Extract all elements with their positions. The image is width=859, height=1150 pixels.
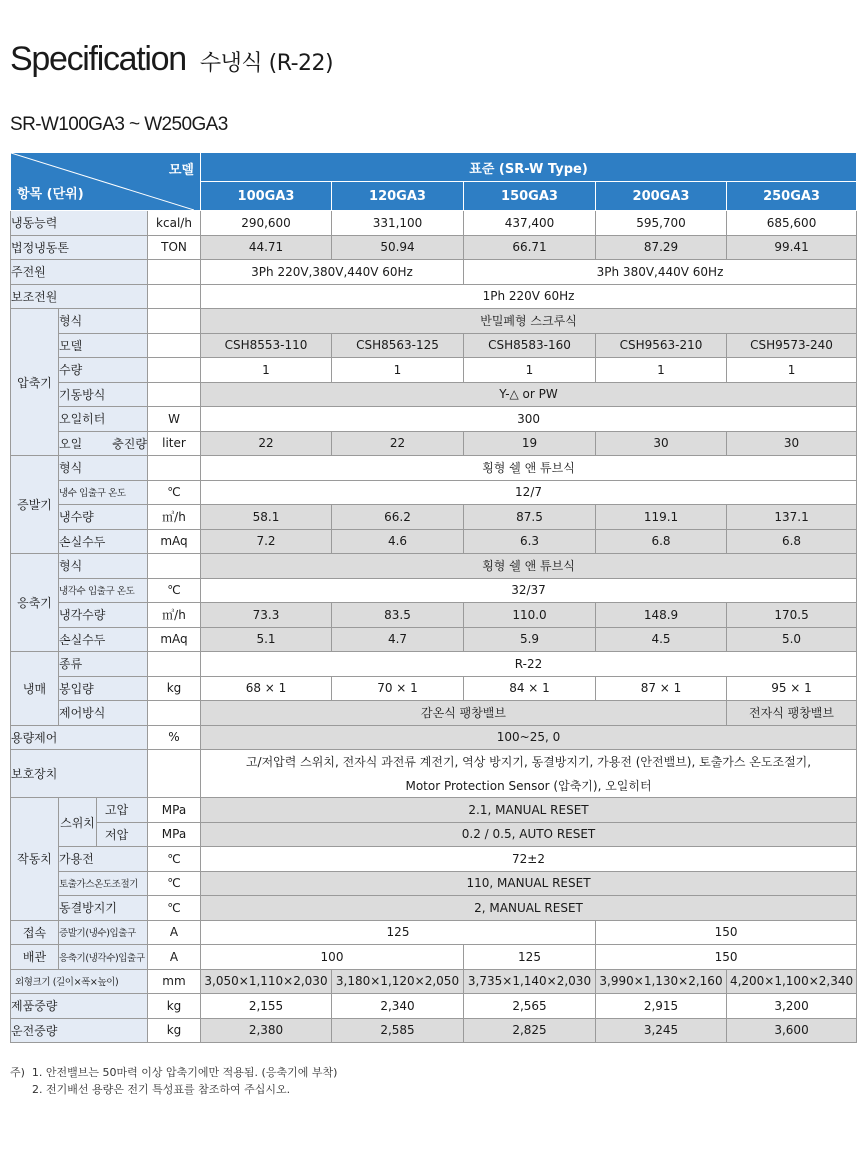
value-cell: 150 <box>596 945 857 970</box>
header-corner <box>11 153 201 211</box>
label: 냉각수량 <box>59 603 148 628</box>
value-cell: 0.2 / 0.5, AUTO RESET <box>201 822 857 847</box>
value-cell: 6.8 <box>727 529 857 554</box>
unit: TON <box>148 235 201 260</box>
footnote-text: 1. 안전밸브는 50마력 이상 압축기에만 적용됨. (응축기에 부착) <box>31 1066 338 1079</box>
unit: ℃ <box>148 578 201 603</box>
value-cell: 44.71 <box>201 235 332 260</box>
row-ref-charge <box>11 676 857 701</box>
value-cell: 300 <box>201 407 857 432</box>
row-comp-heater <box>11 407 857 432</box>
row-evap-type <box>11 456 857 481</box>
value-cell: 횡형 쉘 앤 튜브식 <box>201 554 857 579</box>
unit-empty <box>148 284 201 309</box>
label: 손실수두 <box>59 627 148 652</box>
unit-empty <box>148 309 201 334</box>
row-capacity-control <box>11 725 857 750</box>
row-evap-flow <box>11 505 857 530</box>
label-legal-ton: 법정냉동톤 <box>11 235 148 260</box>
label-capacity: 냉동능력 <box>11 211 148 236</box>
unit: kg <box>148 994 201 1019</box>
value-cell: 2,825 <box>464 1018 596 1043</box>
row-act-hp <box>11 798 857 823</box>
row-weight <box>11 994 857 1019</box>
value-cell: CSH9573-240 <box>727 333 857 358</box>
value-cell: 148.9 <box>596 603 727 628</box>
unit-empty <box>148 750 201 798</box>
unit: kg <box>148 1018 201 1043</box>
value-cell: 12/7 <box>201 480 857 505</box>
unit: ℃ <box>148 896 201 921</box>
label: 종류 <box>59 652 148 677</box>
value-cell: 595,700 <box>596 211 727 236</box>
header-group: 표준 (SR-W Type) <box>201 153 857 182</box>
model-range: SR-W100GA3 ~ W250GA3 <box>10 114 228 135</box>
footnote-2: 2. 전기배선 용량은 전기 특성표를 참조하여 주십시오. <box>32 1083 291 1096</box>
unit-empty <box>148 333 201 358</box>
label: 냉수 입출구 온도 <box>59 480 148 505</box>
label: 냉각수 입출구 온도 <box>59 578 148 603</box>
value-cell: 125 <box>464 945 596 970</box>
label: 냉수량 <box>59 505 148 530</box>
unit: mAq <box>148 627 201 652</box>
row-act-discharge <box>11 871 857 896</box>
row-legal-ton <box>11 235 857 260</box>
unit-empty <box>148 652 201 677</box>
value-cell: 1 <box>596 358 727 383</box>
group-pipe-line1: 접속 <box>11 920 59 945</box>
value-cell: 125 <box>201 920 596 945</box>
group-pipe-line2: 배관 <box>11 945 59 970</box>
label: 제품중량 <box>11 994 148 1019</box>
value-cell: 6.8 <box>596 529 727 554</box>
value-cell: 6.3 <box>464 529 596 554</box>
unit: % <box>148 725 201 750</box>
value-cell: 4.6 <box>332 529 464 554</box>
value-cell: 110.0 <box>464 603 596 628</box>
label: 외형크기 (길이×폭×높이) <box>11 969 148 994</box>
value-cell: 87 × 1 <box>596 676 727 701</box>
label: 모델 <box>59 333 148 358</box>
value-cell: 2,565 <box>464 994 596 1019</box>
footnotes <box>10 1064 337 1098</box>
value-cell: 99.41 <box>727 235 857 260</box>
value-cell: 73.3 <box>201 603 332 628</box>
value-cell: 1 <box>727 358 857 383</box>
group-actuation: 작동치 <box>11 798 59 921</box>
value-cell: 4.5 <box>596 627 727 652</box>
value-cell: 119.1 <box>596 505 727 530</box>
unit: mm <box>148 969 201 994</box>
label-protection: 보호장치 <box>11 750 148 798</box>
value-cell: 50.94 <box>332 235 464 260</box>
value-cell: 3,735×1,140×2,030 <box>464 969 596 994</box>
unit-empty <box>148 701 201 726</box>
value-cell: CSH8553-110 <box>201 333 332 358</box>
unit-empty <box>148 358 201 383</box>
value-cell: 2,380 <box>201 1018 332 1043</box>
group-compressor: 압축기 <box>11 309 59 456</box>
value-cell: 7.2 <box>201 529 332 554</box>
unit: kg <box>148 676 201 701</box>
value-cell: 110, MANUAL RESET <box>201 871 857 896</box>
footnote-1 <box>10 1064 337 1081</box>
unit-empty <box>148 456 201 481</box>
label: 제어방식 <box>59 701 148 726</box>
group-condenser: 응축기 <box>11 554 59 652</box>
row-operating-weight <box>11 1018 857 1043</box>
label: 고압 <box>97 798 148 823</box>
row-ref-ctrl <box>11 701 857 726</box>
row-aux-power <box>11 284 857 309</box>
value-cell: Motor Protection Sensor (압축기), 오일히터 <box>201 774 857 798</box>
unit: ㎥/h <box>148 603 201 628</box>
label: 기동방식 <box>59 382 148 407</box>
value-cell: 87.5 <box>464 505 596 530</box>
corner-model-label: 모델 <box>168 163 194 178</box>
value-cell: 5.9 <box>464 627 596 652</box>
label: 토출가스온도조절기 <box>59 871 148 896</box>
label: 동결방지기 <box>59 896 148 921</box>
footnote-prefix: 주) <box>10 1066 25 1079</box>
label: 저압 <box>97 822 148 847</box>
value-cell: 437,400 <box>464 211 596 236</box>
label: 형식 <box>59 456 148 481</box>
value-cell: 5.0 <box>727 627 857 652</box>
label-main-power: 주전원 <box>11 260 148 285</box>
label: 운전중량 <box>11 1018 148 1043</box>
value-cell: 150 <box>596 920 857 945</box>
value-cell: 22 <box>332 431 464 456</box>
row-comp-qty <box>11 358 857 383</box>
unit: mAq <box>148 529 201 554</box>
label: 형식 <box>59 554 148 579</box>
row-act-fuse <box>11 847 857 872</box>
value-cell: 19 <box>464 431 596 456</box>
row-act-freeze <box>11 896 857 921</box>
row-comp-type <box>11 309 857 334</box>
unit: ℃ <box>148 871 201 896</box>
value-cell: 68 × 1 <box>201 676 332 701</box>
value-cell: 100 <box>201 945 464 970</box>
value-cell: 83.5 <box>332 603 464 628</box>
value-cell: 100~25, 0 <box>201 725 857 750</box>
value-cell: Y-△ or PW <box>201 382 857 407</box>
header-model: 120GA3 <box>332 182 464 211</box>
value-cell: 32/37 <box>201 578 857 603</box>
row-pipe-evap <box>11 920 857 945</box>
label-aux-power: 보조전원 <box>11 284 148 309</box>
unit-empty <box>148 260 201 285</box>
value-cell: 반밀폐형 스크루식 <box>201 309 857 334</box>
row-cond-type <box>11 554 857 579</box>
value-cell: 2, MANUAL RESET <box>201 896 857 921</box>
unit: ℃ <box>148 847 201 872</box>
label: 오일히터 <box>59 407 148 432</box>
label: 증발기(냉수)입출구 <box>59 920 148 945</box>
unit: liter <box>148 431 201 456</box>
value-cell: 1 <box>201 358 332 383</box>
corner-item-label: 항목 (단위) <box>17 187 84 202</box>
value-cell: 66.71 <box>464 235 596 260</box>
value-cell: 3,180×1,120×2,050 <box>332 969 464 994</box>
value-cell: 72±2 <box>201 847 857 872</box>
value-cell: CSH9563-210 <box>596 333 727 358</box>
row-capacity <box>11 211 857 236</box>
value-cell: 66.2 <box>332 505 464 530</box>
value-cell: 331,100 <box>332 211 464 236</box>
unit-empty <box>148 554 201 579</box>
header-model: 100GA3 <box>201 182 332 211</box>
header-model: 150GA3 <box>464 182 596 211</box>
value-cell: 5.1 <box>201 627 332 652</box>
value-cell: 고/저압력 스위치, 전자식 과전류 계전기, 역상 방지기, 동결방지기, 가용전 (안전밸브), 토출가스 온도조절기, <box>201 750 857 774</box>
label: 봉입량 <box>59 676 148 701</box>
value-cell: 4,200×1,100×2,340 <box>727 969 857 994</box>
label: 가용전 <box>59 847 148 872</box>
unit: MPa <box>148 798 201 823</box>
title-sub: 수냉식 (R-22) <box>199 51 334 76</box>
unit: MPa <box>148 822 201 847</box>
header-model: 250GA3 <box>727 182 857 211</box>
value-cell: 3,600 <box>727 1018 857 1043</box>
row-pipe-cond <box>11 945 857 970</box>
value-cell: 290,600 <box>201 211 332 236</box>
value-cell: 2,915 <box>596 994 727 1019</box>
row-main-power <box>11 260 857 285</box>
value-cell: 전자식 팽창밸브 <box>727 701 857 726</box>
title-main: Specification <box>10 40 186 78</box>
label: 손실수두 <box>59 529 148 554</box>
value-cell: 횡형 쉘 앤 튜브식 <box>201 456 857 481</box>
row-evap-temp <box>11 480 857 505</box>
value-cell: 3,200 <box>727 994 857 1019</box>
value-cell: 1 <box>464 358 596 383</box>
row-cond-loss <box>11 627 857 652</box>
row-evap-loss <box>11 529 857 554</box>
page-title <box>10 40 333 79</box>
value-cell: 3,050×1,110×2,030 <box>201 969 332 994</box>
unit: W <box>148 407 201 432</box>
value-cell: 58.1 <box>201 505 332 530</box>
label: 응축기(냉각수)입출구 <box>59 945 148 970</box>
value-cell: 3,245 <box>596 1018 727 1043</box>
value-cell: 2,340 <box>332 994 464 1019</box>
unit: ㎥/h <box>148 505 201 530</box>
label-switch: 스위치 <box>59 798 97 847</box>
unit: A <box>148 945 201 970</box>
label: 수량 <box>59 358 148 383</box>
value-cell: 30 <box>596 431 727 456</box>
value-cell: 70 × 1 <box>332 676 464 701</box>
value-cell: 22 <box>201 431 332 456</box>
header-model: 200GA3 <box>596 182 727 211</box>
row-comp-oil <box>11 431 857 456</box>
value-cell: 84 × 1 <box>464 676 596 701</box>
value-cell: 4.7 <box>332 627 464 652</box>
row-dimensions <box>11 969 857 994</box>
row-cond-flow <box>11 603 857 628</box>
value-cell: 3Ph 380V,440V 60Hz <box>464 260 857 285</box>
value-cell: 3,990×1,130×2,160 <box>596 969 727 994</box>
value-cell: 87.29 <box>596 235 727 260</box>
header-row-1 <box>11 153 857 182</box>
value-cell: 감온식 팽창밸브 <box>201 701 727 726</box>
value-cell: 1Ph 220V 60Hz <box>201 284 857 309</box>
row-protection-1 <box>11 750 857 774</box>
value-cell: CSH8583-160 <box>464 333 596 358</box>
value-cell: 95 × 1 <box>727 676 857 701</box>
value-cell: CSH8563-125 <box>332 333 464 358</box>
label: 오일 충진량 <box>59 431 148 456</box>
label: 형식 <box>59 309 148 334</box>
spec-table <box>10 152 857 1043</box>
unit: kcal/h <box>148 211 201 236</box>
row-ref-kind <box>11 652 857 677</box>
value-cell: 2,585 <box>332 1018 464 1043</box>
group-evaporator: 증발기 <box>11 456 59 554</box>
unit: ℃ <box>148 480 201 505</box>
value-cell: R-22 <box>201 652 857 677</box>
unit-empty <box>148 382 201 407</box>
unit: A <box>148 920 201 945</box>
value-cell: 170.5 <box>727 603 857 628</box>
row-comp-start <box>11 382 857 407</box>
label: 용량제어 <box>11 725 148 750</box>
group-refrigerant: 냉매 <box>11 652 59 726</box>
value-cell: 685,600 <box>727 211 857 236</box>
value-cell: 3Ph 220V,380V,440V 60Hz <box>201 260 464 285</box>
value-cell: 2.1, MANUAL RESET <box>201 798 857 823</box>
value-cell: 2,155 <box>201 994 332 1019</box>
row-act-lp <box>11 822 857 847</box>
value-cell: 30 <box>727 431 857 456</box>
value-cell: 1 <box>332 358 464 383</box>
row-comp-model <box>11 333 857 358</box>
value-cell: 137.1 <box>727 505 857 530</box>
row-cond-temp <box>11 578 857 603</box>
